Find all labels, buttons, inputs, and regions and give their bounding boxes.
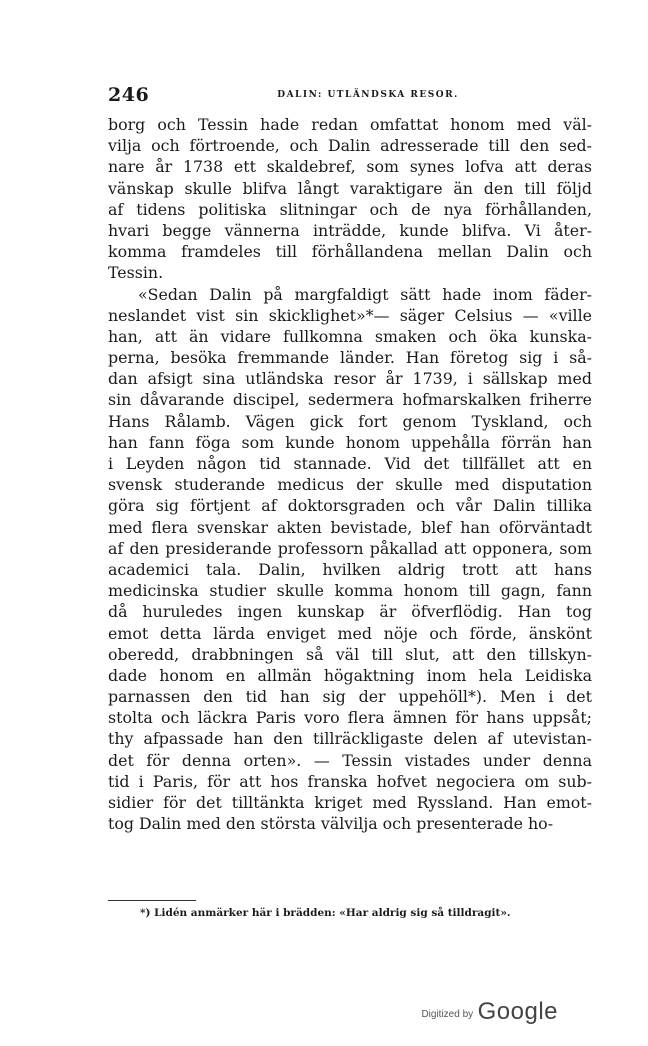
text-line: komma framdeles till förhållandena mellan Dalin och	[108, 242, 592, 262]
text-line: han fann föga som kunde honom uppehålla förrän han	[108, 432, 592, 452]
text-line: academici tala. Dalin, hvilken aldrig trott att hans	[108, 559, 592, 579]
text-line: svensk studerande medicus der skulle med disputation	[108, 475, 592, 495]
text-line: sidier för det tilltänkta kriget med Ryssland. Han emot-	[108, 793, 592, 812]
text-line: nare år 1738 ett skaldebref, som synes lofva att deras	[108, 157, 592, 177]
text-line: det för denna orten». — Tessin vistades under denna	[108, 750, 592, 770]
text-line: hvari begge vännerna inträdde, kunde blifva. Vi åter-	[108, 220, 592, 240]
text-line: tog Dalin med den största välvilja och presenterade ho-	[108, 814, 554, 834]
text-line: då huruledes ingen kunskap är öfverflödig. Han tog	[108, 602, 592, 622]
text-line: i Leyden någon tid stannade. Vid det tillfället att en	[108, 454, 592, 473]
text-line: tid i Paris, för att hos franska hofvet negociera om sub-	[108, 771, 592, 791]
text-line: borg och Tessin hade redan omfattat honom med väl-	[108, 115, 592, 134]
text-line: vänskap skulle blifva långt varaktigare än den till följd	[108, 178, 592, 198]
text-line: dan afsigt sina utländska resor år 1739, i sällskap med	[108, 369, 592, 389]
page-header	[108, 84, 592, 108]
text-line: parnassen den tid han sig der uppehöll*). Men i det	[108, 687, 592, 707]
text-line: dade honom en allmän högaktning inom hela Leidiska	[108, 665, 592, 685]
text-line: stolta och läckra Paris voro flera ämnen för hans uppsåt;	[108, 708, 592, 728]
text-line: oberedd, drabbningen så väl till slut, att den tillskyn-	[108, 644, 592, 664]
text-line: med flera svenskar akten bevistade, blef han oförväntadt	[108, 517, 592, 537]
page-number: 246	[108, 84, 150, 106]
text-line: af tidens politiska slitningar och de nya förhållanden,	[108, 199, 592, 219]
text-line: neslandet vist sin skicklighet»*— säger Celsius — «ville	[108, 305, 592, 325]
text-line: af den presiderande professorn påkallad att opponera, som	[108, 538, 592, 558]
text-line: Hans Rålamb. Vägen gick fort genom Tyskland, och	[108, 411, 592, 431]
digitized-watermark	[421, 998, 558, 1026]
google-logo: Google	[477, 998, 558, 1025]
text-line: «Sedan Dalin på margfaldigt sätt hade inom fäder-	[138, 284, 592, 304]
text-line: thy afpassade han den tillräckligaste delen af utevistan-	[108, 729, 592, 749]
text-line: sin dåvarande discipel, sedermera hofmarskalken friherre	[108, 390, 592, 410]
text-line: han, att än vidare fullkomna smaken och öka kunska-	[108, 326, 592, 346]
text-line: vilja och förtroende, och Dalin adresserade till den sed-	[108, 136, 592, 156]
footnote-divider	[108, 900, 196, 901]
body-text	[108, 114, 592, 834]
text-line: medicinska studier skulle komma honom till gagn, fann	[108, 581, 592, 601]
watermark-prefix: Digitized by	[421, 1009, 474, 1020]
footnote: *) Lidén anmärker här i brädden: «Har aldrig sig så tilldragit».	[140, 907, 511, 919]
running-head: DALIN: UTLÄNDSKA RESOR.	[277, 90, 459, 100]
text-line: göra sig förtjent af doktorsgraden och vår Dalin tillika	[108, 496, 592, 516]
text-line: Tessin.	[108, 263, 164, 283]
text-line: emot detta lärda enviget med nöje och förde, änskönt	[108, 623, 592, 643]
text-line: perna, besöka fremmande länder. Han företog sig i så-	[108, 348, 592, 368]
